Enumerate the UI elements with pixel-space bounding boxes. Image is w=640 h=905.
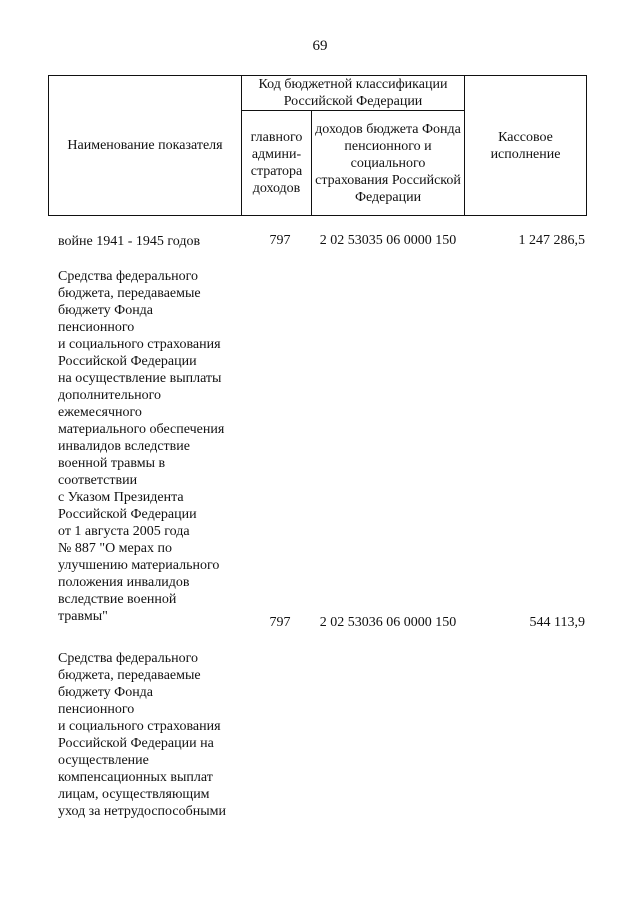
row-2-admin-code: 797 <box>269 615 291 630</box>
row-1-income-code: 2 02 53035 06 0000 150 <box>319 233 457 248</box>
table-header <box>48 75 587 216</box>
row-3-name: Средства федерального бюджета, передаваемые бюджету Фонда пенсионного и социального страхования Российской Федерации на осуществление компенсационных выплат лицам, осуществляющим уход за нетрудоспособными <box>58 651 226 819</box>
row-1-name: войне 1941 - 1945 годов <box>58 234 201 249</box>
row-2-amount: 544 113,9 <box>529 615 585 630</box>
row-1-amount: 1 247 286,5 <box>518 233 585 248</box>
header-admin-column: главного админи-стратора доходов <box>242 111 312 216</box>
header-income-column: доходов бюджета Фонда пенсионного и социального страхования Российской Федерации <box>312 111 465 216</box>
row-2-income-code: 2 02 53036 06 0000 150 <box>319 615 457 630</box>
header-amount-column: Кассовое исполнение <box>465 76 587 216</box>
header-name-column: Наименование показателя <box>49 76 242 216</box>
row-2-name: Средства федерального бюджета, передаваемые бюджету Фонда пенсионного и социального страхования Российской Федерации на осуществление выплаты дополнительного ежемесячного материального обеспечения инвалидов вследствие военной травмы в соответствии с Указом Президента Российской Федерации от 1 августа 2005 года № 887 "О мерах по улучшению материального положения инвалидов вследствие военной травмы" <box>58 269 225 624</box>
header-code-group: Код бюджетной классификации Российской Федерации <box>242 76 465 111</box>
page-number: 69 <box>312 38 328 54</box>
row-1-admin-code: 797 <box>269 233 291 248</box>
